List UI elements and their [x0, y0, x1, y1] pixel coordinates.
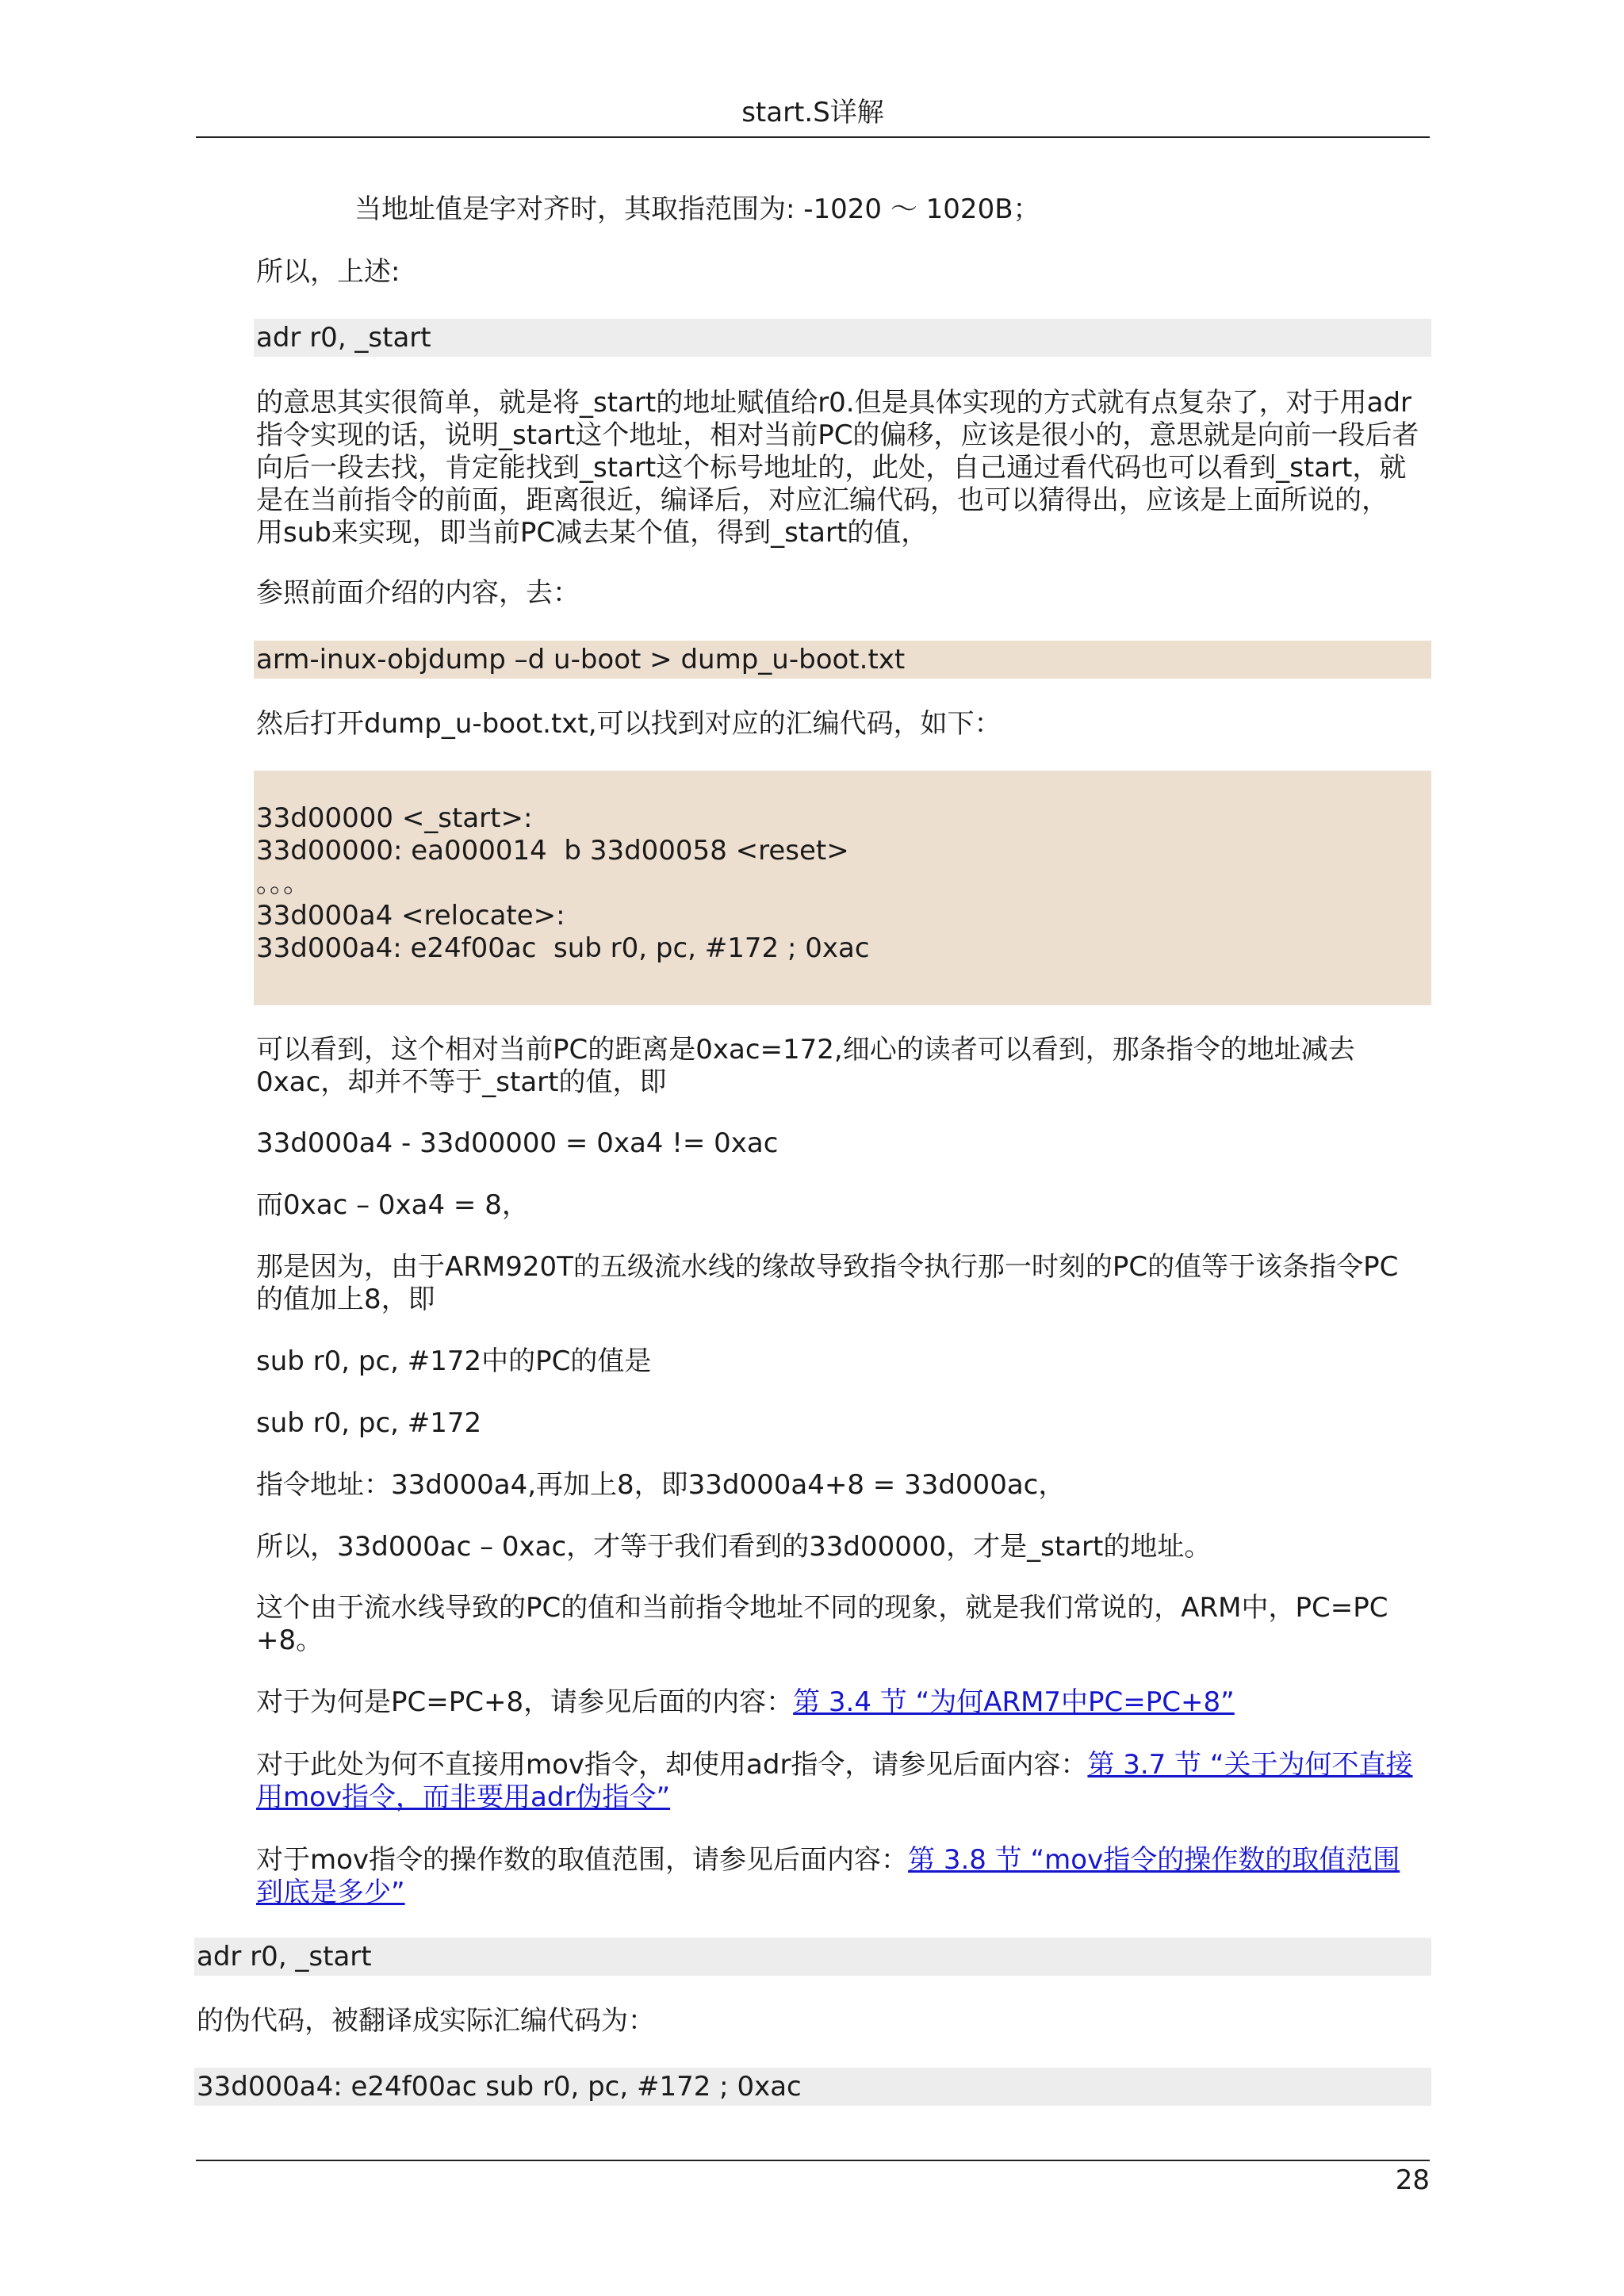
link-section-3-7-cont[interactable]: 用mov指令，而非要用adr伪指令” — [256, 1781, 671, 1813]
assembly-code-block — [254, 771, 1431, 1005]
ref-range-line — [256, 1877, 1400, 1909]
paragraph-pseudo: 的伪代码，被翻译成实际汇编代码为： — [197, 2005, 655, 2037]
because-line: 的值加上8，即 — [256, 1284, 435, 1315]
paragraph-see — [256, 1034, 1355, 1099]
paragraph-calc-1: 33d000a4 - 33d00000 = 0xa4 != 0xac — [256, 1127, 779, 1159]
pipeline-line: 这个由于流水线导致的PC的值和当前指令地址不同的现象，就是我们常说的，ARM中，PC=PC — [256, 1592, 1388, 1624]
link-section-3-7[interactable]: 第 3.7 节 “关于为何不直接 — [1087, 1749, 1413, 1781]
paragraph-ref-pc — [256, 1686, 1235, 1719]
paragraph-sub: sub r0, pc, #172 — [256, 1407, 482, 1439]
paragraph-ref-range — [256, 1844, 1400, 1909]
see-line: 可以看到，这个相对当前PC的距离是0xac=172,细心的读者可以看到，那条指令的地址减去 — [256, 1034, 1355, 1066]
page-number: 28 — [1395, 2164, 1430, 2196]
paragraph-address: 指令地址：33d000a4,再加上8，即33d000a4+8 = 33d000ac， — [256, 1469, 1066, 1501]
command-objdump: arm-inux-objdump –d u-boot > dump_u-boot.txt — [254, 641, 1431, 679]
paragraph-range: 当地址值是字对齐时，其取指范围为: -1020 ～ 1020B； — [354, 193, 1040, 225]
meaning-line: 指令实现的话，说明_start这个地址，相对当前PC的偏移，应该是很小的，意思就是向前一段后者 — [256, 419, 1419, 451]
asm-line: 。。。 — [256, 867, 310, 899]
ref-mov-line — [256, 1781, 1413, 1814]
ref-range-line — [256, 1844, 1400, 1877]
paragraph-ref-mov — [256, 1749, 1413, 1814]
paragraph-pc-in: sub r0, pc, #172中的PC的值是 — [256, 1345, 652, 1377]
link-section-3-8-cont[interactable]: 到底是多少” — [256, 1877, 405, 1908]
asm-line: 33d00000 <_start>: — [256, 802, 533, 834]
code-final: 33d000a4: e24f00ac sub r0, pc, #172 ; 0xac — [194, 2068, 1431, 2106]
paragraph-calc-2: 而0xac – 0xa4 = 8， — [256, 1189, 529, 1221]
link-section-3-8[interactable]: 第 3.8 节 “mov指令的操作数的取值范围 — [908, 1844, 1400, 1876]
code-adr-start: adr r0, _start — [254, 319, 1431, 357]
paragraph-so-above: 所以，上述: — [256, 256, 400, 288]
ref-mov-line — [256, 1749, 1413, 1781]
asm-line: 33d00000: ea000014 b 33d00058 <reset> — [256, 835, 849, 867]
paragraph-meaning — [256, 387, 1419, 549]
ref-pc-text: 对于为何是PC=PC+8，请参见后面的内容： — [256, 1686, 794, 1718]
asm-line: 33d000a4: e24f00ac sub r0, pc, #172 ; 0xac — [256, 932, 870, 964]
meaning-line: 向后一段去找，肯定能找到_start这个标号地址的，此处，自己通过看代码也可以看到_start，就 — [256, 452, 1407, 484]
meaning-line: 的意思其实很简单，就是将_start的地址赋值给r0.但是具体实现的方式就有点复杂了，对于用adr — [256, 387, 1412, 419]
ref-range-text: 对于mov指令的操作数的取值范围，请参见后面内容： — [256, 1844, 909, 1876]
link-section-3-4[interactable]: 第 3.4 节 “为何ARM7中PC=PC+8” — [793, 1686, 1235, 1718]
paragraph-pipeline — [256, 1592, 1388, 1657]
pipeline-line: +8。 — [256, 1624, 324, 1656]
because-line: 那是因为，由于ARM920T的五级流水线的缘故导致指令执行那一时刻的PC的值等于该条指令PC — [256, 1251, 1399, 1283]
page-header-title: start.S详解 — [741, 97, 884, 128]
header-rule — [196, 136, 1430, 138]
footer-rule — [196, 2160, 1430, 2161]
see-line: 0xac，却并不等于_start的值，即 — [256, 1066, 667, 1098]
meaning-line: 是在当前指令的前面，距离很近，编译后，对应汇编代码，也可以猜得出，应该是上面所说的， — [256, 484, 1388, 516]
ref-mov-text: 对于此处为何不直接用mov指令，却使用adr指令，请参见后面内容： — [256, 1749, 1088, 1781]
paragraph-because — [256, 1251, 1398, 1316]
meaning-line: 用sub来实现，即当前PC减去某个值，得到_start的值， — [256, 517, 929, 549]
asm-line: 33d000a4 <relocate>: — [256, 900, 565, 932]
paragraph-refer: 参照前面介绍的内容，去： — [256, 577, 580, 609]
paragraph-open: 然后打开dump_u-boot.txt,可以找到对应的汇编代码，如下： — [256, 708, 1002, 740]
code-adr-start-2: adr r0, _start — [194, 1938, 1431, 1976]
paragraph-so: 所以，33d000ac – 0xac，才等于我们看到的33d00000，才是_start的地址。 — [256, 1531, 1212, 1563]
